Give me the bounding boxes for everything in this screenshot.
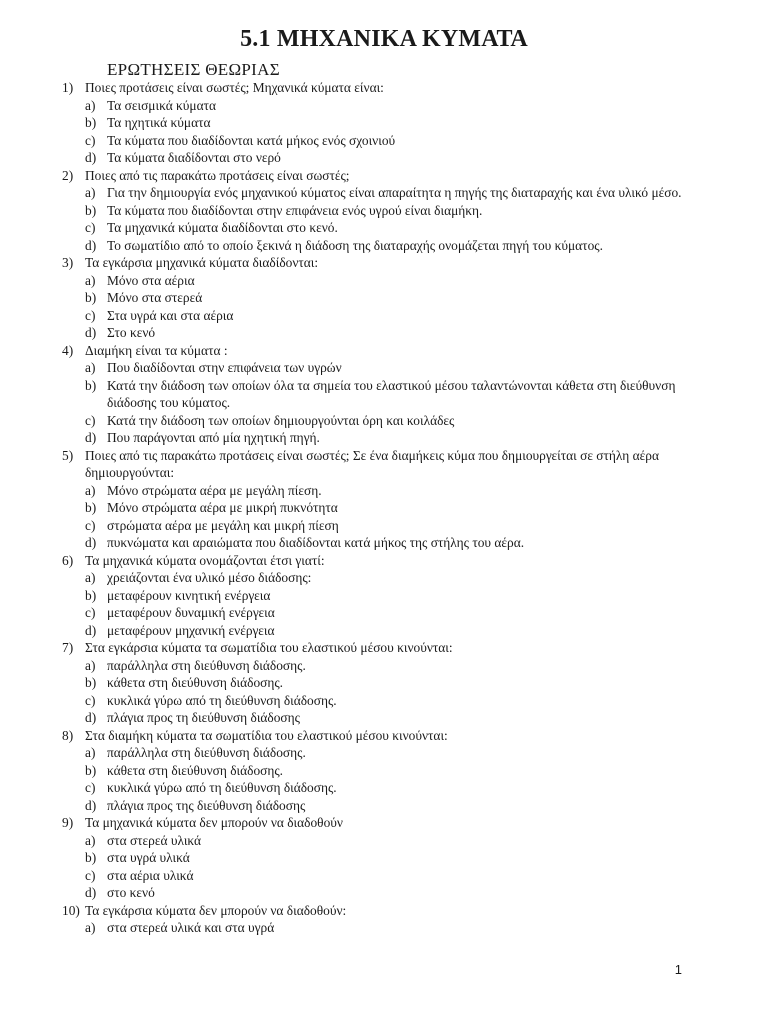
answer-option [62, 499, 702, 517]
option-letter: c) [85, 220, 96, 235]
option-letter: c) [85, 517, 96, 533]
question-text: Ποιες από τις παρακάτω προτάσεις είναι σωστές; [85, 167, 350, 183]
section-subtitle: ΕΡΩΤΗΣΕΙΣ ΘΕΩΡΙΑΣ [107, 60, 280, 79]
answer-option [62, 919, 702, 937]
option-text: Το σωματίδιο από το οποίο ξεκινά η διάδοση της διαταραχής ονομάζεται πηγή του κύματος. [107, 237, 603, 253]
question-text: Τα εγκάρσια κύματα δεν μπορούν να διαδοθούν: [85, 902, 347, 918]
answer-option [62, 534, 702, 552]
option-letter: c) [85, 605, 96, 620]
option-letter: d) [85, 622, 97, 638]
page-number: 1 [674, 962, 682, 977]
option-text: Τα κύματα που διαδίδονται στην επιφάνεια ενός υγρού είναι διαμήκη. [107, 202, 483, 218]
option-letter: a) [85, 920, 96, 935]
option-text: Τα ηχητικά κύματα [107, 115, 211, 130]
answer-option [62, 884, 702, 902]
option-text: στο κενό [107, 885, 155, 900]
option-text: στα στερεά υλικά και στα υγρά [107, 920, 275, 935]
option-text: Στο κενό [107, 325, 156, 340]
question-item [62, 254, 702, 342]
option-text: στρώματα αέρα με μεγάλη και μικρή πίεση [107, 517, 339, 533]
option-letter: c) [85, 132, 96, 148]
answer-option [62, 132, 702, 150]
answer-option [62, 849, 702, 867]
question-number: 2) [62, 167, 74, 183]
option-text: Που διαδίδονται στην επιφάνεια των υγρών [107, 360, 342, 375]
option-letter: c) [85, 780, 96, 795]
option-text: πυκνώματα και αραιώματα που διαδίδονται κατά μήκος της στήλης του αέρα. [107, 535, 525, 550]
answer-option [62, 604, 702, 622]
question-row [62, 79, 702, 97]
option-letter: a) [85, 185, 96, 200]
answer-option [62, 744, 702, 762]
option-letter: d) [85, 535, 97, 550]
question-number: 5) [62, 447, 74, 463]
option-letter: d) [85, 325, 97, 340]
answer-option [62, 97, 702, 115]
answer-option [62, 149, 702, 167]
option-letter: a) [85, 482, 96, 498]
option-letter: c) [85, 692, 96, 708]
answer-option [62, 114, 702, 132]
option-text: Κατά την διάδοση των οποίων όλα τα σημεία του ελαστικού μέσου ταλαντώνονται κάθετα στη διεύθυνση διάδοσης του κύματος. [107, 377, 676, 410]
option-text: Στα υγρά και στα αέρια [107, 307, 234, 323]
answer-option [62, 429, 702, 447]
answer-option [62, 867, 702, 885]
option-text: Που παράγονται από μία ηχητική πηγή. [107, 430, 320, 445]
option-letter: a) [85, 570, 96, 585]
option-text: κάθετα στη διεύθυνση διάδοσης. [107, 675, 284, 690]
option-letter: b) [85, 762, 97, 778]
option-letter: a) [85, 97, 96, 113]
question-list [62, 79, 702, 937]
option-text: πλάγια προς τη διεύθυνση διάδοσης [107, 710, 300, 725]
option-text: παράλληλα στη διεύθυνση διάδοσης. [107, 745, 306, 760]
question-item [62, 814, 702, 902]
question-text: Τα μηχανικά κύματα ονομάζονται έτσι γιατί: [85, 552, 325, 568]
question-number: 1) [62, 80, 74, 95]
answer-option [62, 482, 702, 500]
question-item [62, 342, 702, 447]
answer-option [62, 832, 702, 850]
option-letter: a) [85, 832, 96, 848]
question-text: Στα εγκάρσια κύματα τα σωματίδια του ελαστικού μέσου κινούνται: [85, 640, 453, 655]
question-row [62, 342, 702, 360]
option-text: Κατά την διάδοση των οποίων δημιουργούνται όρη και κοιλάδες [107, 412, 455, 428]
option-text: μεταφέρουν δυναμική ενέργεια [107, 605, 275, 620]
option-text: Για την δημιουργία ενός μηχανικού κύματος είναι απαραίτητα η πηγής της διαταραχής και ένα υλικό μέσο. [107, 185, 682, 200]
option-letter: b) [85, 290, 97, 305]
question-number: 3) [62, 255, 74, 270]
option-letter: a) [85, 657, 96, 673]
option-letter: d) [85, 885, 97, 900]
answer-option [62, 219, 702, 237]
question-text: Τα εγκάρσια μηχανικά κύματα διαδίδονται: [85, 255, 319, 270]
option-text: πλάγια προς της διεύθυνση διάδοσης [107, 797, 306, 813]
question-row [62, 552, 702, 570]
question-text: Ποιες από τις παρακάτω προτάσεις είναι σωστές; Σε ένα διαμήκεις κύμα που δημιουργείται σε στήλη αέρα δημιουργούνται: [85, 447, 659, 480]
answer-option [62, 359, 702, 377]
question-text: Τα μηχανικά κύματα δεν μπορούν να διαδοθούν [85, 815, 343, 830]
option-text: στα υγρά υλικά [107, 850, 190, 865]
document-title: 5.1 ΜΗΧΑΝΙΚΑ ΚΥΜΑΤΑ [240, 26, 528, 52]
answer-option [62, 587, 702, 605]
question-number: 10) [62, 902, 80, 918]
question-number: 7) [62, 640, 74, 655]
question-number: 9) [62, 815, 74, 830]
answer-option [62, 272, 702, 290]
answer-option [62, 709, 702, 727]
answer-option [62, 674, 702, 692]
option-text: κάθετα στη διεύθυνση διάδοσης. [107, 762, 284, 778]
question-row [62, 167, 702, 185]
option-text: Μόνο στρώματα αέρα με μεγάλη πίεση. [107, 482, 322, 498]
option-letter: b) [85, 377, 97, 393]
option-text: χρειάζονται ένα υλικό μέσο διάδοσης: [107, 570, 312, 585]
option-letter: d) [85, 150, 97, 165]
option-text: μεταφέρουν κινητική ενέργεια [107, 587, 271, 603]
question-number: 8) [62, 727, 74, 743]
question-item [62, 727, 702, 815]
answer-option [62, 779, 702, 797]
question-text: Ποιες προτάσεις είναι σωστές; Μηχανικά κύματα είναι: [85, 80, 384, 95]
option-text: στα αέρια υλικά [107, 867, 194, 883]
answer-option [62, 237, 702, 255]
question-row [62, 447, 702, 482]
option-text: Μόνο στρώματα αέρα με μικρή πυκνότητα [107, 500, 338, 515]
answer-option [62, 622, 702, 640]
option-text: Τα κύματα διαδίδονται στο νερό [107, 150, 281, 165]
option-letter: c) [85, 867, 96, 883]
question-item [62, 79, 702, 167]
question-item [62, 639, 702, 727]
answer-option [62, 517, 702, 535]
question-row [62, 639, 702, 657]
option-text: κυκλικά γύρω από τη διεύθυνση διάδοσης. [107, 780, 337, 795]
option-letter: b) [85, 675, 97, 690]
question-row [62, 814, 702, 832]
option-letter: a) [85, 272, 96, 288]
answer-option [62, 762, 702, 780]
option-text: μεταφέρουν μηχανική ενέργεια [107, 622, 275, 638]
answer-option [62, 184, 702, 202]
question-number: 4) [62, 342, 74, 358]
option-letter: d) [85, 710, 97, 725]
answer-option [62, 377, 702, 412]
question-number: 6) [62, 552, 74, 568]
answer-option [62, 657, 702, 675]
option-letter: a) [85, 360, 96, 375]
answer-option [62, 289, 702, 307]
option-letter: b) [85, 115, 97, 130]
option-letter: b) [85, 587, 97, 603]
question-text: Στα διαμήκη κύματα τα σωματίδια του ελαστικού μέσου κινούνται: [85, 727, 448, 743]
option-letter: d) [85, 797, 97, 813]
answer-option [62, 202, 702, 220]
option-letter: d) [85, 430, 97, 445]
option-letter: d) [85, 237, 97, 253]
question-text: Διαμήκη είναι τα κύματα : [85, 342, 228, 358]
option-letter: c) [85, 412, 96, 428]
question-row [62, 902, 702, 920]
answer-option [62, 307, 702, 325]
question-item [62, 167, 702, 255]
answer-option [62, 324, 702, 342]
option-letter: b) [85, 202, 97, 218]
option-text: Τα κύματα που διαδίδονται κατά μήκος ενός σχοινιού [107, 132, 396, 148]
option-text: Τα μηχανικά κύματα διαδίδονται στο κενό. [107, 220, 338, 235]
option-text: Μόνο στα αέρια [107, 272, 195, 288]
option-letter: c) [85, 307, 96, 323]
question-item [62, 552, 702, 640]
option-text: Τα σεισμικά κύματα [107, 97, 217, 113]
option-letter: a) [85, 745, 96, 760]
option-text: Μόνο στα στερεά [107, 290, 203, 305]
question-row [62, 254, 702, 272]
question-item [62, 902, 702, 937]
answer-option [62, 692, 702, 710]
question-item [62, 447, 702, 552]
question-row [62, 727, 702, 745]
option-text: παράλληλα στη διεύθυνση διάδοσης. [107, 657, 306, 673]
option-text: κυκλικά γύρω από τη διεύθυνση διάδοσης. [107, 692, 337, 708]
option-text: στα στερεά υλικά [107, 832, 202, 848]
answer-option [62, 569, 702, 587]
option-letter: b) [85, 500, 97, 515]
answer-option [62, 797, 702, 815]
option-letter: b) [85, 850, 97, 865]
answer-option [62, 412, 702, 430]
